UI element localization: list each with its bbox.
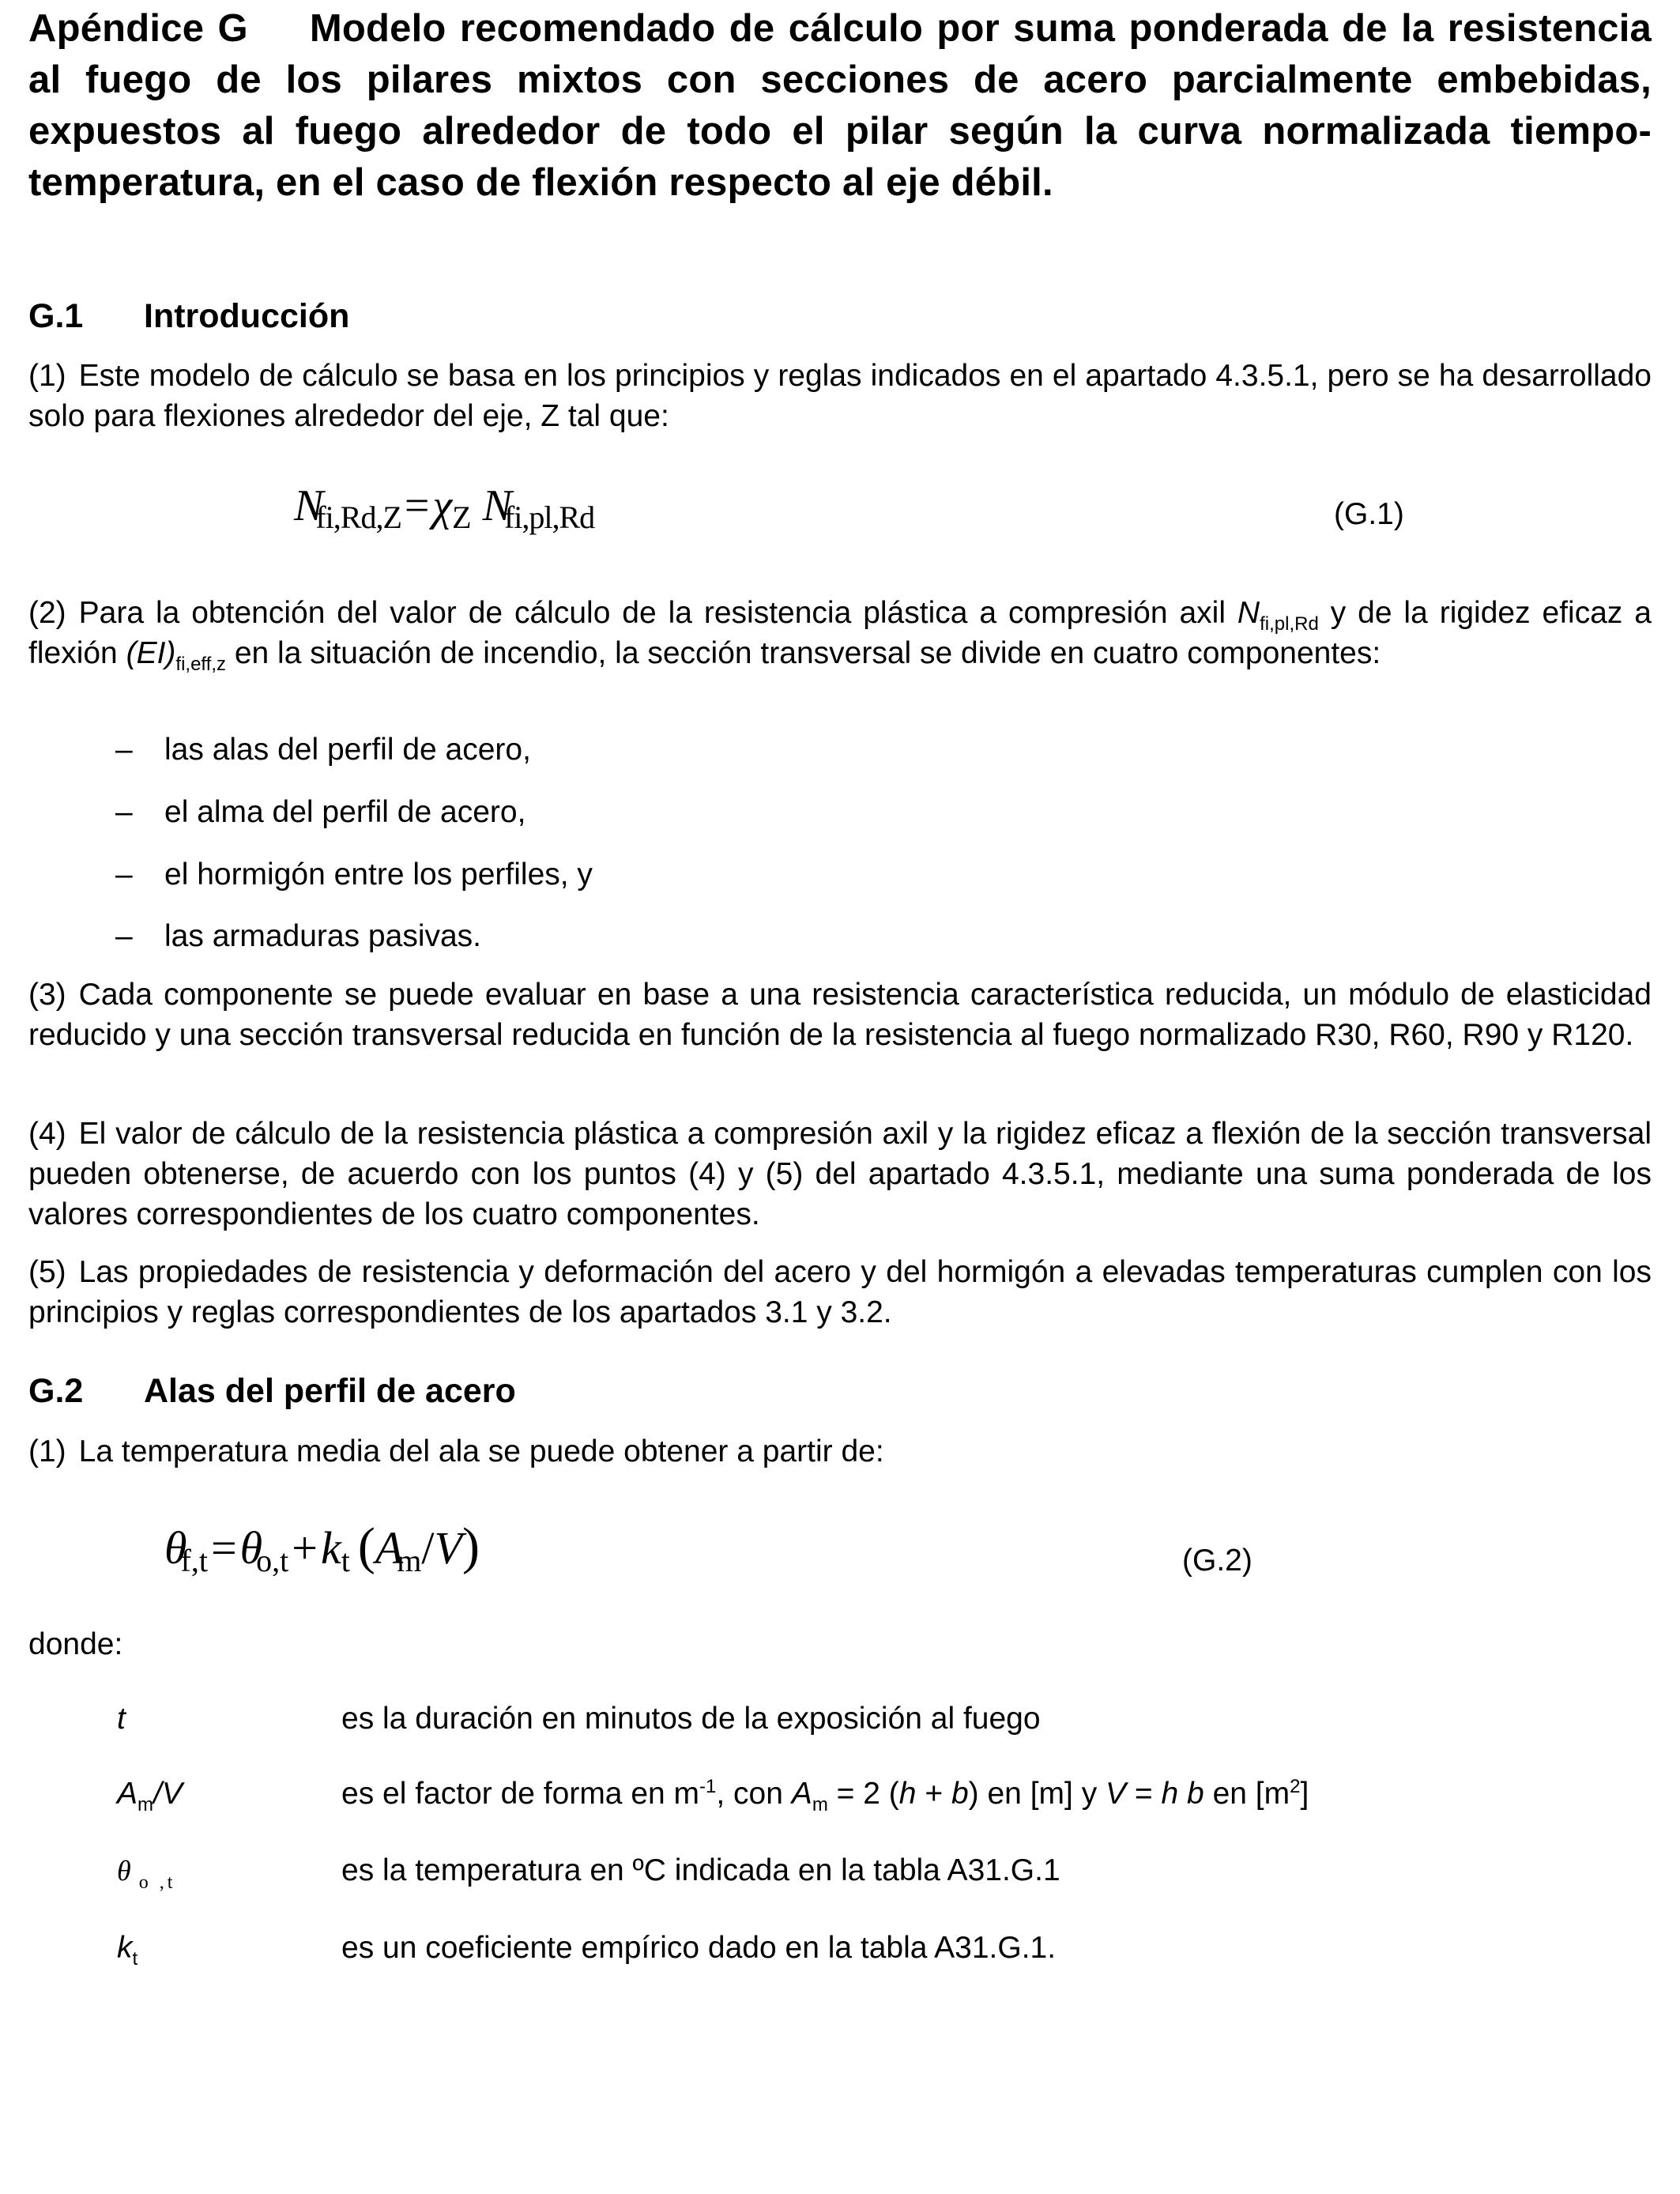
symbol-theta: θ: [117, 1855, 131, 1887]
symbol-subscript: t: [132, 1947, 138, 1970]
paragraph-text: Cada componente se puede evaluar en base a una resistencia característica reducida, un módulo de elasticidad reducido y una sección transversal reducida en función de la resistencia al fuego normalizado R30, R60, R90 y R120.: [28, 978, 1652, 1052]
list-item-text: el hormigón entre los perfiles, y: [164, 858, 593, 892]
paragraph-text: y de la rigidez eficaz a flexión: [28, 596, 1652, 670]
eq-plus: +: [292, 1522, 318, 1574]
symbol-subscript: m: [137, 1793, 154, 1815]
def-text: =: [1134, 1777, 1153, 1811]
paragraph-number: (5): [28, 1255, 66, 1289]
appendix-label: Apéndice G: [28, 7, 248, 50]
equation-label-g2: (G.2): [1182, 1544, 1252, 1578]
eq-symbol-theta: θ: [164, 1522, 187, 1574]
paragraph-number: (1): [28, 359, 66, 393]
paragraph-text: Este modelo de cálculo se basa en los principios y reglas indicados en el apartado 4.3.5.1, pero se ha desarrollado solo para flexiones alrededor del eje, Z tal que:: [28, 359, 1652, 433]
appendix-title-text: Modelo recomendado de cálculo por suma ponderada de la resistencia al fuego de los pilares mixtos con secciones de acero parcialmente embebidas, expuestos al fuego alrededor de todo el pilar según la curva normalizada tiempo-temperatura, en el caso de flexión respecto al eje débil.: [28, 7, 1652, 204]
symbol-V: V: [1106, 1777, 1127, 1811]
def-symbol-t: t: [117, 1702, 126, 1736]
paragraph-g1-4: [28, 1114, 1652, 1235]
symbol-hb: h b: [1161, 1777, 1204, 1811]
def-text: ]: [1300, 1777, 1309, 1811]
eq-subscript: Z: [452, 499, 472, 535]
def-text: +: [925, 1777, 944, 1811]
eq-subscript: o,t: [256, 1543, 289, 1578]
dash-bullet: –: [115, 919, 133, 953]
list-item: [115, 855, 593, 895]
eq-subscript: f,t: [180, 1543, 208, 1578]
eq-paren-right: ): [461, 1517, 480, 1575]
def-text-k: es un coeficiente empírico dado en la tabla A31.G.1.: [341, 1931, 1057, 1965]
def-text: ) en [m] y: [968, 1777, 1098, 1811]
inline-subscript: fi,eff,z: [175, 653, 226, 675]
symbol-h: h: [898, 1777, 917, 1811]
section-title: Introducción: [144, 297, 350, 335]
eq-symbol-N: N: [294, 481, 324, 530]
list-item: [115, 793, 525, 832]
paragraph-number: (2): [28, 596, 66, 630]
eq-slash: /: [421, 1522, 435, 1574]
def-text-am-v: [341, 1774, 1309, 1814]
eq-symbol-A: A: [375, 1522, 404, 1574]
eq-subscript: fi,Rd,Z: [315, 499, 401, 535]
paragraph-g1-5: [28, 1252, 1652, 1333]
paragraph-text: en la situación de incendio, la sección transversal se divide en cuatro componentes:: [234, 636, 1381, 670]
equation-g2: [164, 1517, 480, 1579]
def-text-theta: es la temperatura en ºC indicada en la tabla A31.G.1: [341, 1853, 1060, 1887]
section-heading-g2: [28, 1370, 516, 1412]
paragraph-text: La temperatura media del ala se puede obtener a partir de:: [78, 1434, 884, 1468]
symbol-A: A: [117, 1777, 138, 1811]
def-symbol-am-v: [117, 1774, 183, 1814]
dash-bullet: –: [115, 858, 133, 892]
dash-bullet: –: [115, 795, 133, 829]
symbol-A: A: [791, 1777, 812, 1811]
appendix-title: [28, 3, 1652, 209]
eq-paren-left: (: [357, 1517, 375, 1575]
symbol-V: /V: [153, 1777, 183, 1811]
def-symbol-k: [117, 1928, 137, 1968]
symbol-k: k: [117, 1931, 133, 1965]
superscript: 2: [1290, 1776, 1301, 1797]
paragraph-g1-3: [28, 974, 1652, 1055]
paragraph-number: (1): [28, 1434, 66, 1468]
def-text: en [m: [1212, 1777, 1290, 1811]
dash-bullet: –: [115, 733, 133, 767]
donde-label: donde:: [28, 1627, 123, 1661]
inline-symbol-N: N: [1237, 596, 1260, 630]
paragraph-g1-1: [28, 356, 1652, 436]
paragraph-g1-2: [28, 593, 1652, 673]
def-text: , con: [716, 1777, 783, 1811]
eq-symbol-N: N: [482, 481, 512, 530]
eq-subscript: m: [397, 1543, 422, 1578]
paragraph-g2-1: [28, 1431, 1652, 1472]
paragraph-text: El valor de cálculo de la resistencia plástica a compresión axil y la rigidez eficaz a flexión de la sección transversal pueden obtenerse, de acuerdo con los puntos (4) y (5) del apartado 4.3.5.1, mediante una suma ponderada de los valores correspondientes de los cuatro componentes.: [28, 1117, 1652, 1231]
list-item: [115, 917, 481, 956]
inline-symbol-EI: (EI): [126, 636, 176, 670]
section-number: G.2: [28, 1372, 84, 1410]
section-heading-g1: [28, 296, 349, 337]
eq-symbol-theta: θ: [239, 1522, 263, 1574]
list-item-text: las alas del perfil de acero,: [164, 733, 531, 767]
paragraph-text: Las propiedades de resistencia y deformación del acero y del hormigón a elevadas temperaturas cumplen con los principios y reglas correspondientes de los apartados 3.1 y 3.2.: [28, 1255, 1652, 1329]
def-symbol-theta: [117, 1851, 175, 1894]
eq-symbol-k: k: [321, 1522, 341, 1574]
paragraph-number: (3): [28, 978, 66, 1012]
symbol-subscript: m: [812, 1793, 828, 1815]
paragraph-number: (4): [28, 1117, 66, 1151]
paragraph-text: Para la obtención del valor de cálculo de la resistencia plástica a compresión axil: [78, 596, 1226, 630]
symbol-subscript: o ,t: [138, 1872, 176, 1893]
equation-g1: [294, 482, 594, 533]
superscript: -1: [699, 1776, 717, 1797]
section-number: G.1: [28, 297, 84, 335]
symbol-b: b: [951, 1777, 969, 1811]
eq-subscript: fi,pl,Rd: [503, 499, 595, 535]
eq-symbol-V: V: [434, 1522, 462, 1574]
def-text: = 2 (: [836, 1777, 899, 1811]
eq-equals: =: [404, 481, 430, 530]
eq-symbol-chi: χ: [432, 481, 453, 530]
eq-equals: =: [210, 1522, 237, 1574]
list-item: [115, 730, 531, 770]
def-text-t: es la duración en minutos de la exposición al fuego: [341, 1702, 1041, 1736]
def-text: es el factor de forma en m: [341, 1777, 700, 1811]
inline-subscript: fi,pl,Rd: [1260, 613, 1319, 635]
list-item-text: las armaduras pasivas.: [164, 919, 482, 953]
section-title: Alas del perfil de acero: [144, 1372, 516, 1410]
list-item-text: el alma del perfil de acero,: [164, 795, 526, 829]
eq-subscript: t: [341, 1543, 350, 1578]
equation-label-g1: (G.1): [1334, 497, 1404, 531]
